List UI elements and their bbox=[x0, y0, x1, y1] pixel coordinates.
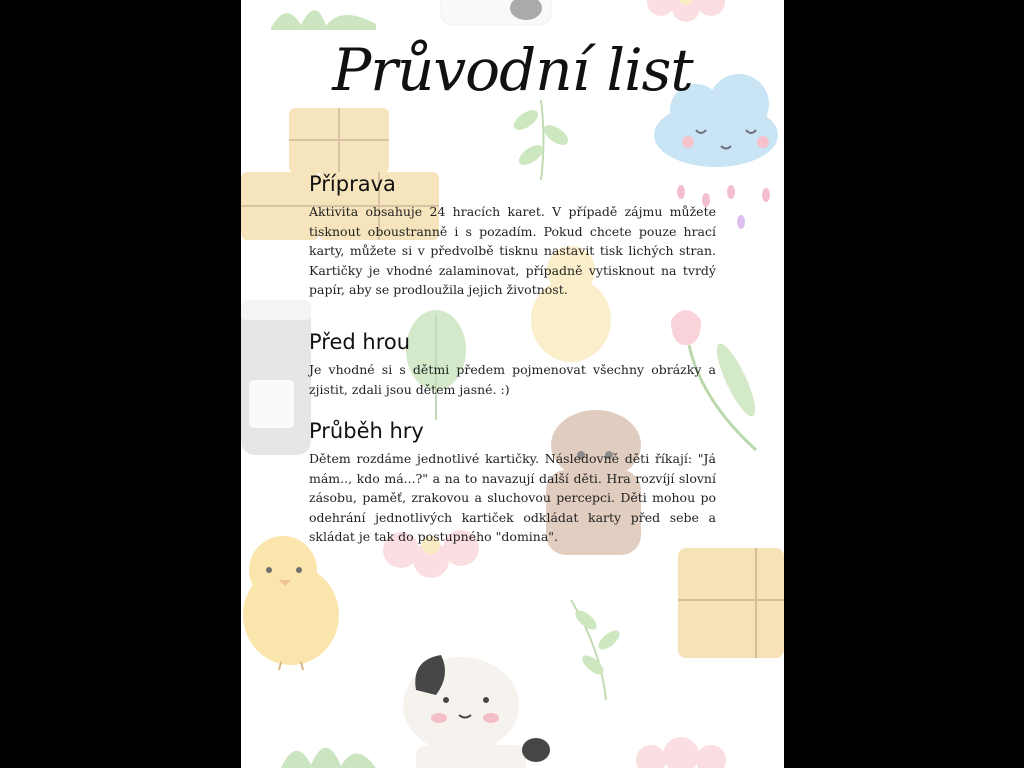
section-prubeh-hry bbox=[309, 419, 716, 547]
section-heading: Příprava bbox=[309, 172, 396, 196]
milk-jug-icon bbox=[241, 300, 311, 455]
section-body: Aktivita obsahuje 24 hracích karet. V případě zájmu můžete tisknout oboustranně i s pozadím. Pokud chcete pouze hrací karty, můžete si v předvolbě tisknu nastavit tisk lichých stran. Kartičky je vhodné zalaminovat, případně vytisknout na tvrdý papír, aby se prodloužila jejich životnost. bbox=[309, 204, 716, 297]
section-priprava bbox=[309, 172, 716, 300]
grass-icon bbox=[281, 748, 376, 768]
section-heading: Před hrou bbox=[309, 330, 411, 354]
section-body: Dětem rozdáme jednotlivé kartičky. Následovně děti říkají: "Já mám.., kdo má...?" a na to navazují další děti. Hra rozvíjí slovní zásobu, paměť, zrakovou a sluchovou percepci. Děti mohou po odehrání jednotlivých kartiček odkládat karty před sebe a skládat je tak do postupného "domina". bbox=[309, 451, 716, 544]
hay-bale-icon bbox=[678, 548, 784, 658]
cow-top-icon bbox=[441, 0, 551, 25]
section-heading: Průběh hry bbox=[309, 419, 424, 443]
leaf-icon bbox=[511, 100, 572, 180]
section-body: Je vhodné si s dětmi předem pojmenovat všechny obrázky a zjistit, zdali jsou dětem jasné. :) bbox=[309, 362, 716, 397]
chick-icon bbox=[243, 536, 339, 670]
document-page bbox=[241, 0, 784, 768]
section-pred-hrou bbox=[309, 330, 716, 399]
grass-icon bbox=[271, 10, 376, 30]
flower-icon bbox=[636, 737, 726, 768]
page-title: Průvodní list bbox=[332, 36, 693, 104]
flower-icon bbox=[647, 0, 725, 22]
leaf-icon bbox=[571, 600, 623, 700]
cow-icon bbox=[403, 655, 550, 768]
